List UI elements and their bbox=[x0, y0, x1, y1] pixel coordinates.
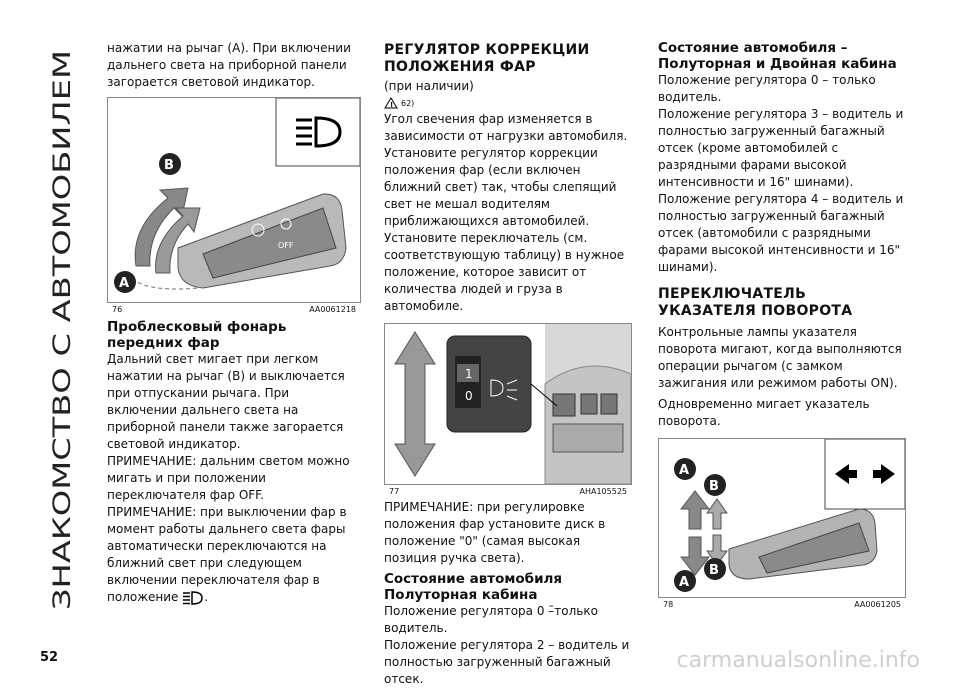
leveling-note: ПРИМЕЧАНИЕ: при регулировке положения фар установите диск в положение "0" (самая высокая позиция ручка света). bbox=[384, 500, 606, 565]
position-0: Положение регулятора 0 – только водитель. bbox=[658, 73, 876, 104]
turn-signal-lever-illustration bbox=[659, 439, 905, 597]
section-heading-leveling: РЕГУЛЯТОР КОРРЕКЦИИ ПОЛОЖЕНИЯ ФАР bbox=[384, 42, 590, 75]
dial-label-0: 0 bbox=[465, 389, 473, 403]
note-2: ПРИМЕЧАНИЕ: при выключении фар в момент работы дальнего света фары автоматически переключаются на ближний свет при следующем включении переключателя фар в положение . bbox=[107, 505, 347, 604]
figure-77 bbox=[384, 323, 632, 496]
leveling-body: Угол свечения фар изменяется в зависимости от нагрузки автомобиля. Установите регулятор коррекции положения фар (если включен ближний свет) так, чтобы слепящий свет не мешал водителям приближающихся автомобилей. Установите переключатель (см. соответствующую таблицу) в нужное положение, которое зависит от количества людей и груза в автомобиле. bbox=[384, 112, 628, 313]
column-3 bbox=[658, 40, 906, 609]
page-number: 52 bbox=[40, 650, 59, 665]
column-1 bbox=[107, 40, 362, 606]
figure-76 bbox=[107, 97, 361, 314]
label-a-bottom: A bbox=[679, 575, 690, 590]
svg-text:!: ! bbox=[390, 101, 394, 109]
position-3: Положение регулятора 3 – водитель и полностью загруженный багажный отсек (кроме автомобилей с разрядными фарами высокой интенсивности и 16" шинами). bbox=[658, 107, 904, 189]
flash-body: Дальний свет мигает при легком нажатии на рычаг (B) и выключается при отпускании рычага. При включении дальнего света на приборной панели также загорается световой индикатор. bbox=[107, 352, 345, 451]
figure-78 bbox=[658, 438, 906, 609]
figure-number: 76 bbox=[112, 305, 123, 314]
figure-number: 77 bbox=[389, 487, 400, 496]
state-heading-double-cab: Состояние автомобиля – Полуторная и Двойная кабина bbox=[658, 40, 897, 72]
section-heading-turn-signal: ПЕРЕКЛЮЧАТЕЛЬ УКАЗАТЕЛЯ ПОВОРОТА bbox=[658, 286, 853, 319]
leveling-dial-illustration bbox=[385, 324, 631, 484]
svg-text:OFF: OFF bbox=[278, 241, 294, 250]
section-side-title bbox=[40, 20, 80, 620]
side-title-text: ЗНАКОМСТВО С АВТОМОБИЛЕМ bbox=[48, 210, 76, 610]
figure-code: AHA105525 bbox=[579, 487, 627, 496]
position-2: Положение регулятора 2 – водитель и полностью загруженный багажный отсек. bbox=[384, 638, 630, 686]
high-beam-icon bbox=[182, 591, 204, 605]
label-b: B bbox=[164, 158, 174, 173]
turn-signal-body: Контрольные лампы указателя поворота мигают, когда выполняются операции рычагом (с замком зажигания или режимом работы ON). bbox=[658, 325, 902, 390]
column-2 bbox=[384, 40, 632, 688]
figure-number: 78 bbox=[663, 600, 674, 609]
turn-signal-body-2: Одновременно мигает указатель поворота. bbox=[658, 397, 870, 428]
intro-text: нажатии на рычаг (A). При включении дальнего света на приборной панели загорается световой индикатор. bbox=[107, 41, 351, 89]
section-heading-flash: Проблесковый фонарь передних фар bbox=[107, 319, 287, 351]
position-0: Положение регулятора 0 –̄только водитель. bbox=[384, 604, 598, 635]
position-4: Положение регулятора 4 – водитель и полностью загруженный багажный отсек (автомобили с разрядными фарами высокой интенсивности и 16" шинами). bbox=[658, 192, 904, 274]
figure-code: AA0061205 bbox=[854, 600, 901, 609]
label-b-top: B bbox=[709, 479, 719, 494]
dial-label-1: 1 bbox=[465, 367, 473, 381]
warning-reference: ! 62) bbox=[384, 95, 632, 111]
watermark: carmanualsonline.info bbox=[676, 648, 920, 673]
label-a: A bbox=[119, 276, 130, 291]
label-a-top: A bbox=[679, 463, 690, 478]
note-1: ПРИМЕЧАНИЕ: дальним светом можно мигать и при положении переключателя фар OFF. bbox=[107, 454, 350, 502]
figure-code: AA0061218 bbox=[309, 305, 356, 314]
lever-high-beam-illustration bbox=[108, 98, 360, 302]
state-heading: Состояние автомобиля Полуторная кабина bbox=[384, 571, 563, 603]
label-b-bottom: B bbox=[709, 563, 719, 578]
warning-triangle-icon bbox=[384, 97, 398, 109]
leveling-subtitle: (при наличии) bbox=[384, 79, 474, 93]
